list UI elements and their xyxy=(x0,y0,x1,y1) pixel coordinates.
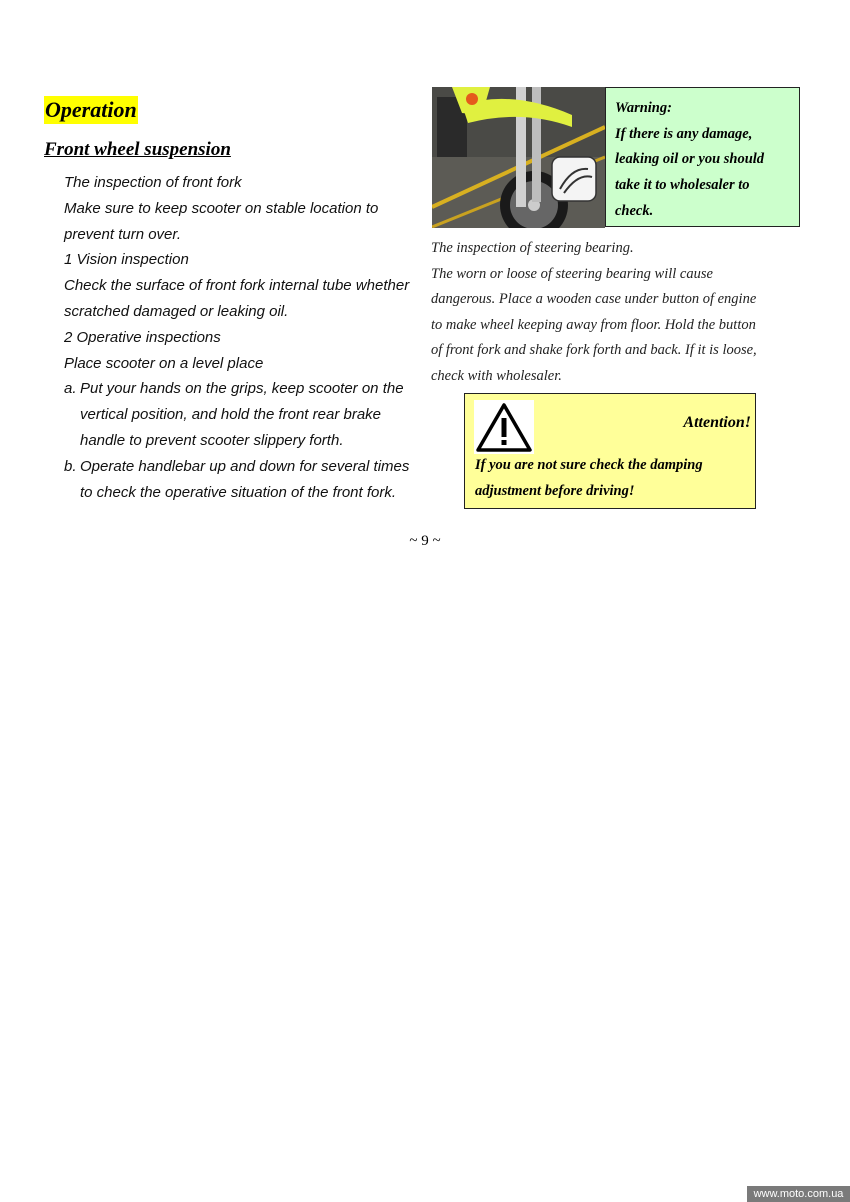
list-marker: a. xyxy=(64,380,77,398)
text-line: Place scooter on a level place xyxy=(64,354,264,372)
warning-box xyxy=(605,87,800,227)
text-line: Operate handlebar up and down for several times xyxy=(80,457,410,475)
warning-line: leaking oil or you should xyxy=(615,151,765,168)
text-line: 2 Operative inspections xyxy=(64,328,221,346)
attention-box xyxy=(464,393,756,509)
text-line: 1 Vision inspection xyxy=(64,251,189,269)
warning-line: If there is any damage, xyxy=(615,125,753,142)
page-number: ~ 9 ~ xyxy=(409,533,441,549)
list-item xyxy=(64,376,434,453)
attention-line: adjustment before driving! xyxy=(475,482,635,499)
front-fork-photo xyxy=(432,87,605,228)
left-column-text xyxy=(64,170,434,505)
list-item xyxy=(64,454,434,506)
text-line: of front fork and shake fork forth and back. If it is loose, xyxy=(431,342,757,359)
section-title: Operation xyxy=(45,97,137,122)
attention-title: Attention! xyxy=(683,414,751,431)
front-fork-illustration xyxy=(432,87,605,228)
warning-title: Warning: xyxy=(615,100,672,116)
text-line: check with wholesaler. xyxy=(431,367,562,384)
text-line: Put your hands on the grips, keep scooter on the xyxy=(80,380,404,398)
steering-bearing-text xyxy=(431,236,791,390)
list-marker: b. xyxy=(64,457,77,475)
text-line: Check the surface of front fork internal tube whether xyxy=(64,277,410,295)
text-line: The worn or loose of steering bearing will cause xyxy=(431,265,713,282)
text-line: handle to prevent scooter slippery forth. xyxy=(80,431,344,449)
attention-text xyxy=(475,453,703,504)
attention-line: If you are not sure check the damping xyxy=(475,457,703,473)
warning-line: check. xyxy=(615,202,654,219)
text-line: scratched damaged or leaking oil. xyxy=(64,302,289,320)
warning-triangle-icon xyxy=(474,400,534,454)
warning-line: take it to wholesaler to xyxy=(615,177,750,194)
text-line: prevent turn over. xyxy=(64,225,182,243)
text-line: Make sure to keep scooter on stable location to xyxy=(64,199,379,217)
text-line: The inspection of steering bearing. xyxy=(431,240,634,256)
text-line: dangerous. Place a wooden case under button of engine xyxy=(431,291,757,308)
text-line: to check the operative situation of the front fork. xyxy=(80,483,397,501)
text-line: The inspection of front fork xyxy=(64,174,242,191)
text-line: vertical position, and hold the front rear brake xyxy=(80,406,382,424)
watermark: www.moto.com.ua xyxy=(747,1186,850,1202)
text-line: to make wheel keeping away from floor. Hold the button xyxy=(431,316,756,333)
subsection-title: Front wheel suspension xyxy=(44,139,231,160)
